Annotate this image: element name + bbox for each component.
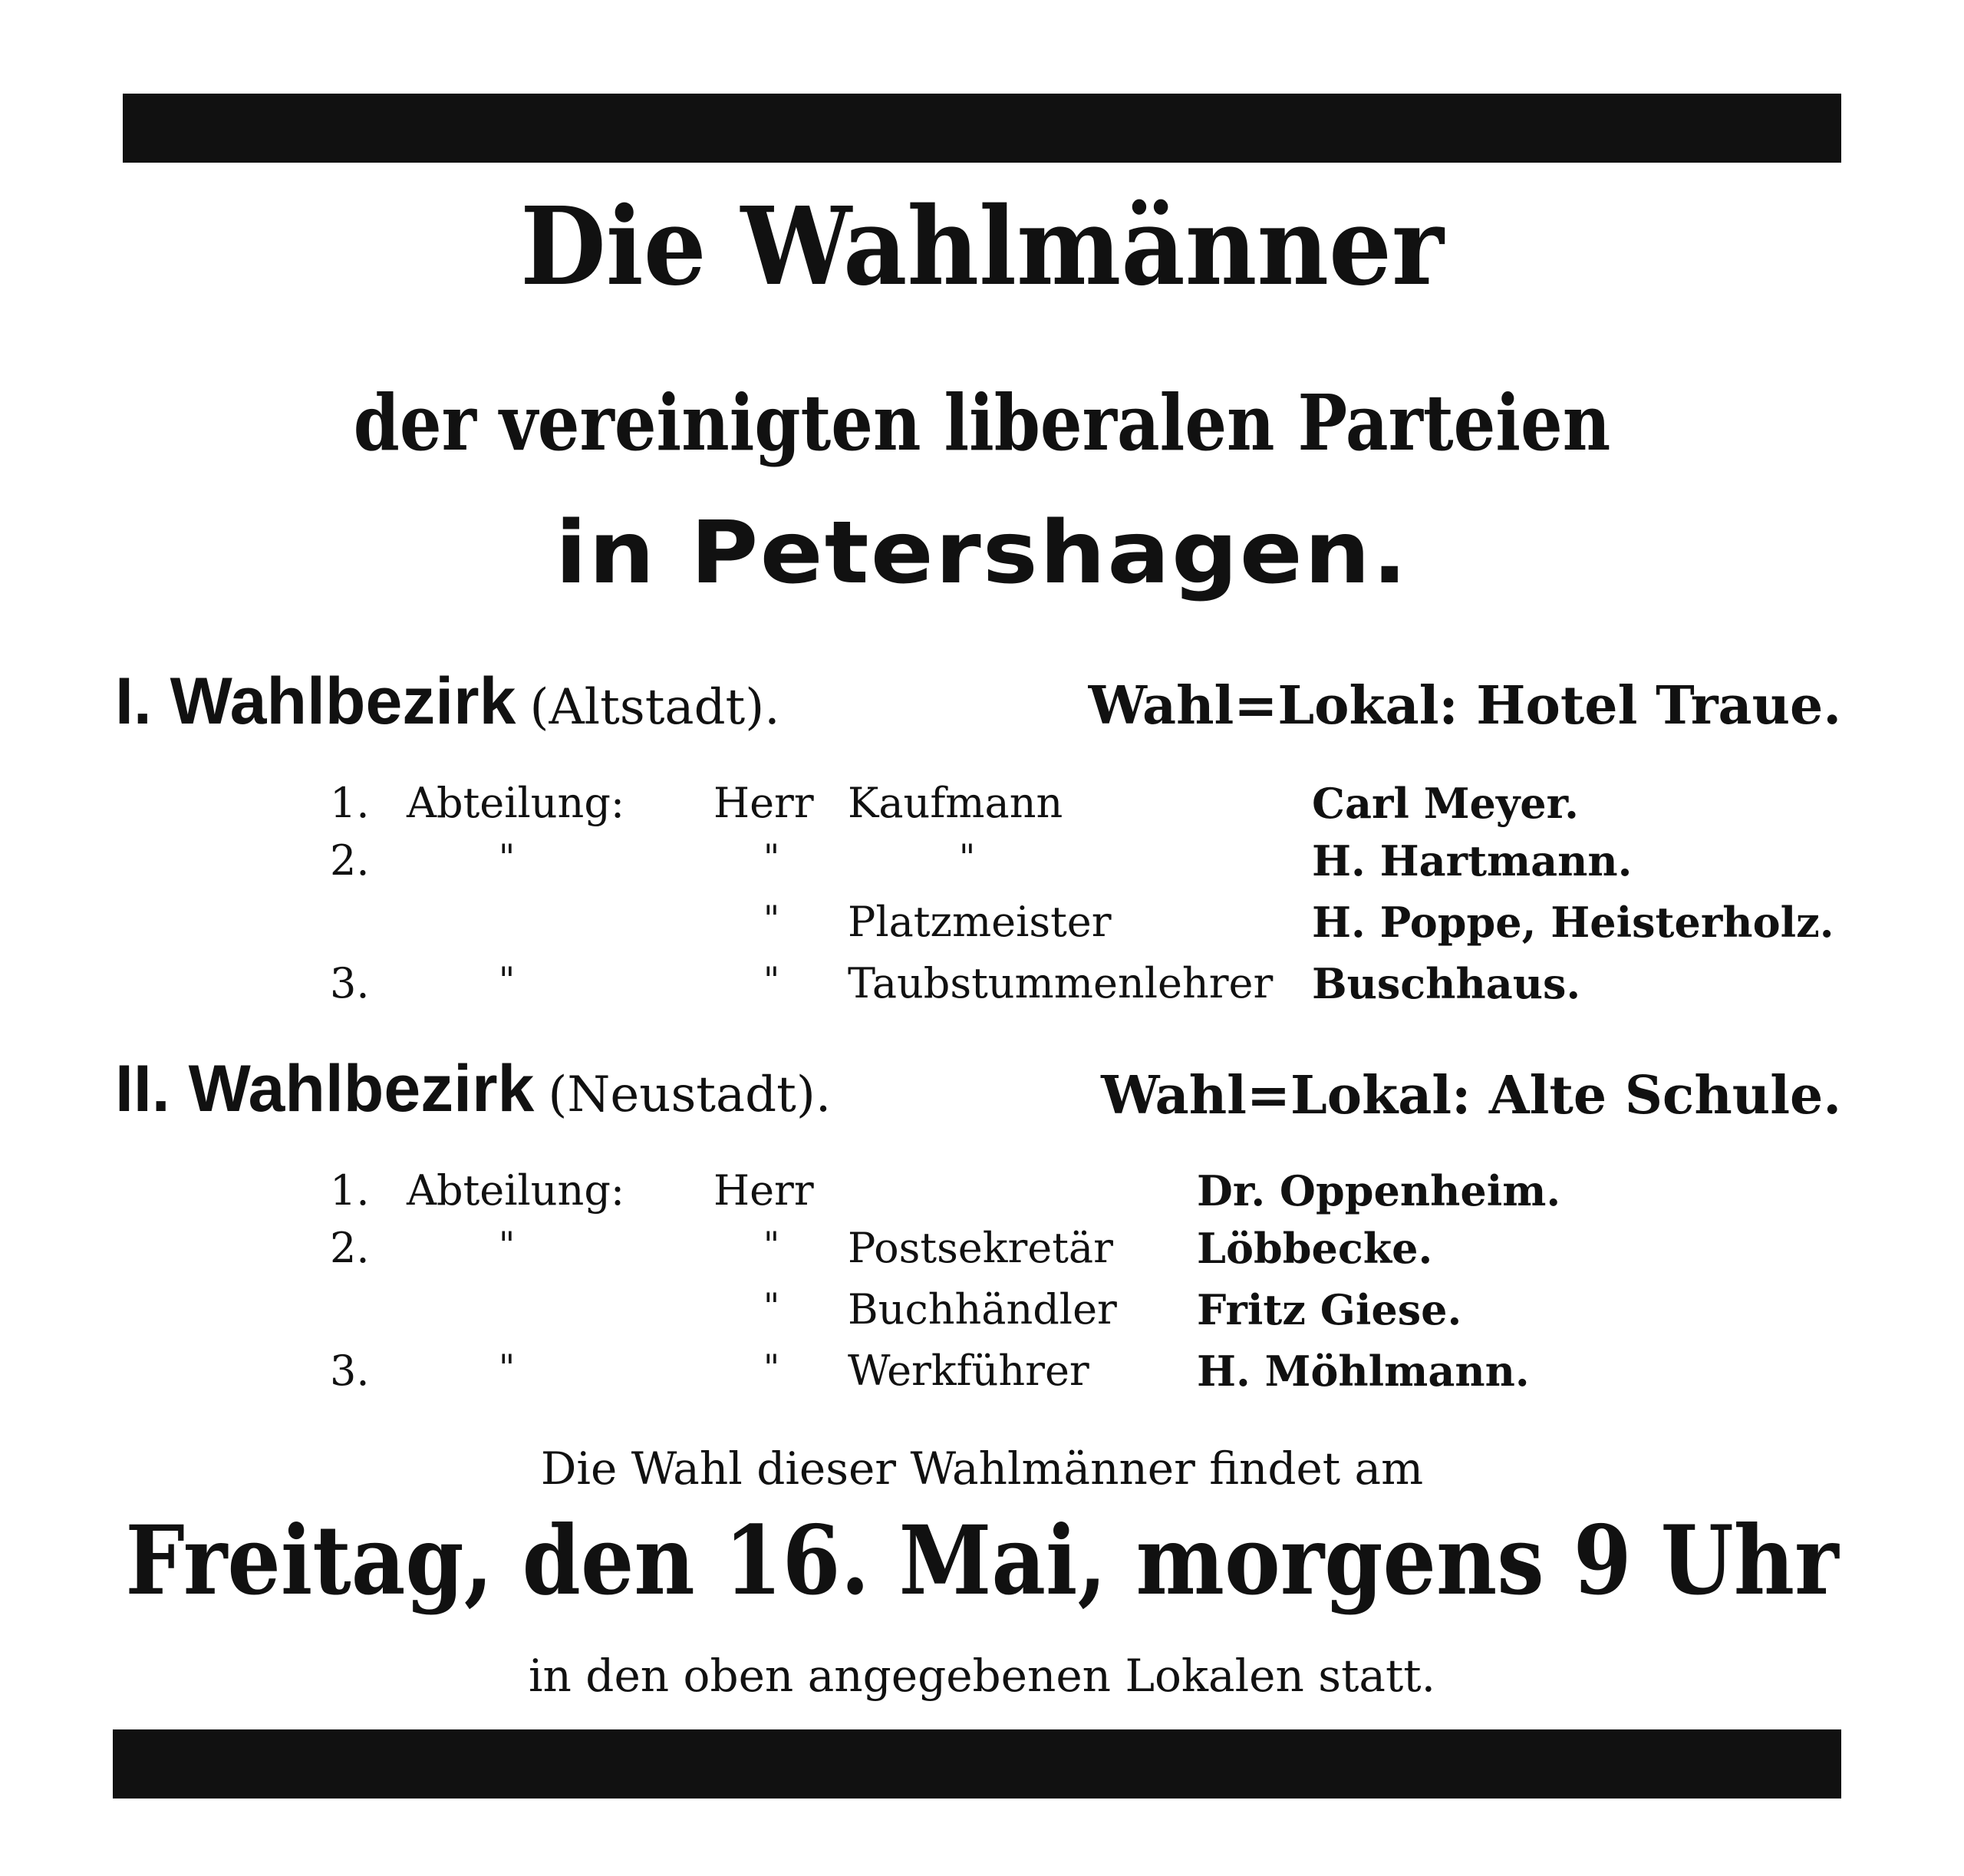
row-title: " (763, 1285, 780, 1327)
row-department: " (499, 959, 516, 1001)
row-number: 1. (330, 1166, 370, 1215)
row-name: Löbbecke. (1197, 1224, 1433, 1273)
row-name: H. Poppe, Heisterholz. (1312, 898, 1834, 947)
list-item (0, 779, 1964, 834)
list-item (0, 898, 1964, 953)
row-department: " (499, 1224, 516, 1265)
row-title: Herr (713, 1166, 814, 1215)
row-title: Herr (713, 779, 814, 827)
row-occupation: " (959, 836, 976, 878)
row-department: " (499, 1347, 516, 1388)
row-name: H. Möhlmann. (1197, 1347, 1530, 1396)
district-1-venue: Wahl=Lokal: Hotel Traue. (1088, 675, 1841, 737)
page-title: Die Wahlmänner (520, 184, 1444, 310)
district-2-heading (115, 1051, 831, 1127)
row-occupation: Postsekretär (848, 1224, 1113, 1272)
row-title: " (763, 1224, 780, 1265)
list-item (0, 1285, 1964, 1340)
district-area: (Neustadt). (548, 1067, 832, 1123)
district-1-heading (115, 664, 780, 740)
election-note: Die Wahl dieser Wahlmänner findet am (540, 1442, 1424, 1495)
subtitle: der vereinigten liberalen Parteien (353, 378, 1611, 468)
row-name: Buschhaus. (1312, 959, 1581, 1008)
row-number: 1. (330, 779, 370, 827)
bottom-rule (113, 1729, 1841, 1799)
list-item (0, 1347, 1964, 1402)
list-item (0, 1166, 1964, 1222)
row-title: " (763, 959, 780, 1001)
election-date: Freitag, den 16. Mai, morgens 9 Uhr (125, 1505, 1839, 1617)
row-number: 3. (330, 1347, 370, 1395)
row-name: Fritz Giese. (1197, 1285, 1462, 1334)
row-number: 2. (330, 1224, 370, 1272)
district-2-venue: Wahl=Lokal: Alte Schule. (1101, 1065, 1841, 1126)
row-occupation: Taubstummenlehrer (848, 959, 1274, 1007)
top-rule (123, 94, 1841, 163)
row-title: " (763, 898, 780, 939)
row-occupation: Buchhändler (848, 1285, 1117, 1334)
row-department: " (499, 836, 516, 878)
row-occupation: Kaufmann (848, 779, 1063, 827)
row-name: Carl Meyer. (1312, 779, 1579, 828)
list-item (0, 1224, 1964, 1279)
row-number: 3. (330, 959, 370, 1007)
row-name: Dr. Oppenheim. (1197, 1166, 1561, 1215)
row-occupation: Platzmeister (848, 898, 1112, 946)
row-department: Abteilung: (407, 1166, 625, 1215)
row-name: H. Hartmann. (1312, 836, 1633, 885)
district-name: II. Wahlbezirk (115, 1052, 535, 1126)
row-title: " (763, 836, 780, 878)
list-item (0, 836, 1964, 892)
row-occupation: Werkführer (848, 1347, 1089, 1395)
district-name: I. Wahlbezirk (115, 664, 516, 738)
district-area: (Altstadt). (529, 679, 780, 736)
place-heading: in Petershagen. (555, 503, 1409, 603)
row-number: 2. (330, 836, 370, 885)
list-item (0, 959, 1964, 1014)
footer-note: in den oben angegebenen Lokalen statt. (528, 1650, 1436, 1702)
row-department: Abteilung: (407, 779, 625, 827)
row-title: " (763, 1347, 780, 1388)
